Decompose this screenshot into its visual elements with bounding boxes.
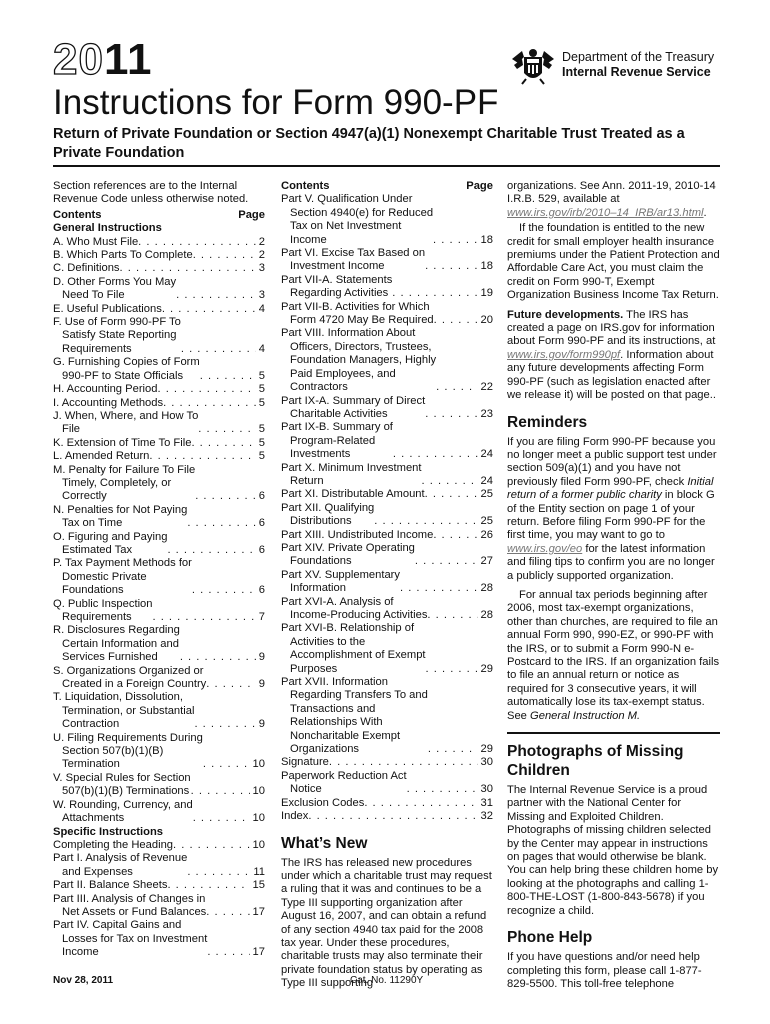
page-label: Page [238,208,265,221]
toc-leader-dots [163,397,256,410]
agency-block [510,45,714,85]
toc-entry-title: P. Tax Payment Methods for Domestic Private Foundations [53,557,192,597]
announcement-paragraph [507,180,720,220]
toc-leader-dots [191,785,250,798]
toc-entry-title: Part VII-B. Activities for Which Form 4720 May Be Required [281,300,434,327]
toc-entry-title: U. Filing Requirements During Section 507(b)(1)(B) Termination [53,731,203,771]
column-2 [281,180,493,993]
toc-entry[interactable] [281,542,493,569]
toc-entry-title: S. Organizations Organized or Created in a Foreign Country [53,664,207,691]
toc-entry[interactable] [53,919,265,959]
toc-leader-dots [187,517,255,530]
toc-entry-title: E. Useful Publications [53,302,162,315]
text-span: in block G of the Entity section on page 1 of your return. Before filing Form 990-PF for the first time, you may want to go to [507,489,715,542]
toc-entry[interactable] [53,383,265,396]
toc-entry-title: Part IX-B. Summary of Program-Related Investments [281,421,393,461]
column-3 [507,180,720,993]
reminders-heading: Reminders [507,413,588,431]
phone-help-heading: Phone Help [507,929,593,947]
toc-entry[interactable] [53,356,265,383]
toc-entry[interactable] [281,529,493,542]
eo-link[interactable]: www.irs.gov/eo [507,542,583,555]
publication-year [53,35,153,84]
toc-entry[interactable] [281,756,493,769]
toc-leader-dots [187,866,250,879]
toc-leader-dots [422,475,478,488]
toc-entry-page: 6 [258,517,265,530]
toc-leader-dots [120,262,256,275]
toc-header [53,209,265,222]
form990pf-link[interactable]: www.irs.gov/form990pf [507,348,621,361]
toc-entry[interactable] [53,665,265,692]
toc-entry-title: Part XIII. Undistributed Income [281,528,434,541]
toc-entry-title: Part XVII. Information Regarding Transfers To and Transactions and Relationships With Noncharitable Exempt Organizations [281,676,428,756]
text-span: The IRS has created a page on IRS.gov for information about Form 990-PF and its instructions, at [507,308,716,348]
toc-entry-title: Paperwork Reduction Act Notice [281,769,407,796]
toc-leader-dots [392,287,477,300]
toc-entry[interactable] [281,301,493,328]
toc-entry-title: Part II. Balance Sheets [53,879,168,892]
toc-entry-title: W. Rounding, Currency, and Attachments [53,798,193,825]
toc-leader-dots [180,651,256,664]
document-title: Instructions for Form 990-PF [53,83,499,122]
toc-entry-title: Part X. Minimum Investment Return [281,461,422,487]
toc-entry-title: Part IV. Capital Gains and Losses for Tax on Investment Income [53,919,208,959]
header-rule [53,165,720,167]
toc-entry[interactable] [53,303,265,316]
toc-entry-page: 23 [480,407,493,420]
toc-entry[interactable] [281,274,493,301]
health-credit-paragraph: If the foundation is entitled to the new credit for small employer health insurance premiums under the Patient Protection and Affordable Care Act, you must claim the credit on Form 990-T, Exempt Organization Business Income Tax Return. [507,222,720,302]
reminder-paragraph-2 [507,589,720,723]
toc-leader-dots [194,718,255,731]
toc-entry-title: M. Penalty for Failure To File Timely, Completely, or Correctly [53,463,196,503]
toc-leader-dots [425,260,477,273]
toc-entry-title: V. Special Rules for Section 507(b)(1)(B) Terminations [53,771,191,798]
toc-entry-title: H. Accounting Period [53,383,158,396]
toc-leader-dots [138,236,256,249]
toc-entry[interactable] [53,799,265,826]
toc-entry[interactable] [53,732,265,772]
toc-entry[interactable] [281,488,493,501]
toc-entry-title: Index [281,810,309,823]
toc-leader-dots [428,743,478,756]
general-instruction-m-ref: General Instruction M. [530,709,641,722]
toc-entry-title: A. Who Must File [53,235,139,248]
toc-leader-dots [374,515,477,528]
toc-entry[interactable] [281,327,493,394]
toc-entry[interactable] [53,852,265,879]
whats-new-heading: What’s New [281,834,368,852]
toc-entry[interactable] [53,879,265,892]
toc-entry-title: N. Penalties for Not Paying Tax on Time [53,503,188,530]
toc-entry-title: I. Accounting Methods [53,396,164,409]
parts-toc-list [281,193,493,823]
toc-entry-title: T. Liquidation, Dissolution, Termination, or Substantial Contraction [53,691,195,731]
toc-entry-page: 25 [480,488,493,501]
column-1 [53,180,265,960]
toc-entry-page: 4 [258,302,265,315]
toc-entry-page: 28 [480,582,493,595]
toc-entry[interactable] [281,770,493,797]
toc-leader-dots [425,408,477,421]
toc-entry-page: 9 [258,718,265,731]
toc-leader-dots [181,343,256,356]
toc-entry-title: J. When, Where, and How To File [53,409,199,436]
toc-leader-dots [193,249,256,262]
toc-entry-title: C. Definitions [53,262,120,275]
toc-entry[interactable] [53,262,265,275]
toc-entry[interactable] [281,395,493,422]
toc-leader-dots [203,758,250,771]
toc-entry-title: G. Furnishing Copies of Form 990-PF to State Officials [53,356,200,382]
toc-entry-page: 2 [258,249,265,262]
toc-entry-title: Q. Public Inspection Requirements [53,597,153,623]
toc-leader-dots [167,879,249,892]
toc-entry-page: 2 [258,235,265,248]
toc-leader-dots [407,783,478,796]
toc-leader-dots [329,756,478,769]
toc-entry-page: 5 [258,436,265,449]
toc-entry[interactable] [281,502,493,529]
toc-entry-page: 17 [252,946,265,959]
toc-entry[interactable] [281,569,493,596]
toc-entry-page: 18 [480,260,493,273]
toc-entry-page: 15 [252,879,265,892]
toc-leader-dots [308,810,477,823]
toc-leader-dots [149,450,255,463]
toc-entry-page: 3 [258,289,265,302]
toc-entry[interactable] [53,598,265,625]
toc-leader-dots [415,555,478,568]
toc-entry-title: Completing the Heading [53,838,174,851]
future-developments-paragraph [507,309,720,403]
toc-entry[interactable] [281,247,493,274]
general-instructions-heading: General Instructions [53,222,162,235]
initial-return-italic: Initial return of a former public charity [507,475,714,502]
toc-leader-dots [206,678,255,691]
toc-entry-title: L. Amended Return [53,450,150,463]
toc-entry-title: Part VI. Excise Tax Based on Investment Income [281,247,426,273]
toc-entry-page: 10 [252,758,265,771]
toc-entry-page: 27 [480,555,493,568]
text-span: . Information about any future developments affecting Form 990-PF (such as legislation enacted after we release it) will be posted on that page.. [507,348,716,402]
toc-entry-title: F. Use of Form 990-PF To Satisfy State Reporting Requirements [53,316,181,355]
toc-entry[interactable] [53,772,265,799]
toc-entry-page: 5 [258,369,265,382]
toc-entry[interactable] [53,504,265,531]
toc-leader-dots [436,381,477,394]
phone-help-text: If you have questions and/or need help completing this form, please call 1-877-829-5500. This toll-free telephone [507,951,702,990]
toc-leader-dots [400,582,478,595]
toc-leader-dots [191,437,255,450]
toc-entry[interactable] [53,531,265,558]
toc-leader-dots [153,611,256,624]
toc-entry-title: R. Disclosures Regarding Certain Information and Services Furnished [53,624,180,664]
toc-entry-page: 26 [480,528,493,541]
document-subtitle: Return of Private Foundation or Section 4947(a)(1) Nonexempt Charitable Trust Treated as a Private Foundation [53,126,685,161]
toc-entry[interactable] [53,437,265,450]
toc-leader-dots [426,663,478,676]
toc-entry-page: 25 [480,515,493,528]
toc-entry-page: 11 [253,865,265,878]
toc-entry-page: 20 [480,314,493,327]
toc-leader-dots [427,609,477,622]
toc-entry-title: K. Extension of Time To File [53,436,192,449]
toc-entry-title: Part XIV. Private Operating Foundations [281,541,415,568]
toc-entry-page: 4 [258,342,265,355]
toc-header [281,180,493,193]
toc-entry-title: D. Other Forms You May Need To File [53,275,177,302]
toc-entry-title: Part VIII. Information About Officers, Directors, Trustees, Foundation Managers, Highly Paid Employees, and Contractors [281,327,437,394]
contents-label: Contents [53,208,102,221]
toc-leader-dots [176,289,256,302]
toc-entry-page: 22 [480,381,493,394]
toc-entry-page: 5 [258,396,265,409]
toc-entry-page: 31 [480,796,493,809]
toc-entry-page: 32 [480,810,493,823]
toc-entry-page: 9 [258,651,265,664]
toc-entry[interactable] [281,622,493,676]
contents-label: Contents [281,180,330,192]
toc-entry-page: 24 [480,474,493,487]
toc-entry-title: Signature [281,756,329,769]
toc-leader-dots [195,490,256,503]
toc-leader-dots [173,839,250,852]
irs-eagle-seal-icon [510,45,556,85]
irb-link[interactable]: www.irs.gov/irb/2010–14_IRB/ar13.html [507,206,704,219]
toc-entry-title: Part XII. Qualifying Distributions [281,501,375,528]
toc-entry-title: Part IX-A. Summary of Direct Charitable Activities [281,394,426,420]
toc-entry[interactable] [53,557,265,597]
toc-entry[interactable] [281,797,493,810]
toc-entry[interactable] [53,691,265,731]
toc-entry[interactable] [53,249,265,262]
toc-entry[interactable] [53,839,265,852]
toc-leader-dots [157,383,255,396]
toc-leader-dots [206,906,249,919]
toc-entry[interactable] [281,596,493,623]
toc-leader-dots [162,303,256,316]
toc-leader-dots [167,544,255,557]
toc-entry-page: 17 [252,905,265,918]
toc-entry[interactable] [281,421,493,461]
toc-entry-page: 10 [252,785,265,798]
toc-entry-page: 10 [252,812,265,825]
toc-entry-title: Exclusion Codes [281,796,365,809]
toc-entry-page: 29 [480,662,493,675]
agency-department: Department of the Treasury [562,50,715,64]
toc-leader-dots [393,448,478,461]
text-span: organizations. See Ann. 2011-19, 2010-14 I.R.B. 529, available at [507,180,716,206]
toc-entry-title: Part XVI-A. Analysis of Income-Producing Activities [281,595,428,621]
general-toc-list [53,236,265,826]
toc-entry[interactable] [53,450,265,463]
specific-instructions-heading: Specific Instructions [53,825,164,838]
toc-entry-page: 7 [258,611,265,623]
toc-entry-page: 30 [480,756,493,769]
whats-new-text: The IRS has released new procedures under which a charitable trust may request a ruling that it was and continues to be a Type III supporting organization after August 16, 2007, and can obtain a refund of any section 4940 tax paid for the 2008 tax year. Under these procedures, charitable trusts may also terminate their private foundation status by operating as Type III supporting [281,856,492,990]
toc-entry-page: 28 [480,609,493,621]
section-reference-note: Section references are to the Internal Revenue Code unless otherwise noted. [53,180,249,206]
toc-entry-title: Part VII-A. Statements Regarding Activities [281,273,393,300]
toc-leader-dots [433,529,477,542]
toc-entry[interactable] [53,464,265,504]
toc-entry-title: Part III. Analysis of Changes in Net Assets or Fund Balances [53,892,207,918]
toc-leader-dots [193,812,250,825]
toc-entry-page: 5 [258,423,265,436]
missing-children-text: The Internal Revenue Service is a proud partner with the National Center for Missing and Exploited Children. Photographs of missing children selected by the Center may appear in instructions on pages that would otherwise be blank. You can help bring these children home by looking at the photographs and calling 1-800-THE-LOST (1-800-843-5678) if you recognize a child. [507,784,719,917]
toc-entry-title: Part V. Qualification Under Section 4940(e) for Reduced Tax on Net Investment Income [281,193,434,246]
publication-date: Nov 28, 2011 [53,975,114,986]
toc-entry[interactable] [281,193,493,247]
toc-entry[interactable] [53,893,265,920]
toc-leader-dots [198,423,255,436]
toc-entry[interactable] [53,410,265,437]
year-bold-digits: 11 [103,35,153,84]
text-span: for the latest information and filing tips to confirm you are no longer a publicly supported organization. [507,542,715,582]
toc-entry[interactable] [53,276,265,303]
section-rule [507,732,720,734]
toc-leader-dots [434,314,478,327]
year-outline-digits: 20 [53,35,104,84]
toc-entry-page: 24 [480,448,493,461]
text-span: If you are filing Form 990-PF because you no longer meet a public support test under section 509(a)(1) and you have not previously filed Form 990-PF, check [507,435,717,488]
toc-entry-page: 9 [258,678,265,691]
page-label: Page [466,180,493,192]
toc-entry[interactable] [53,236,265,249]
toc-entry-title: Part XVI-B. Relationship of Activities to the Accomplishment of Exempt Purposes [281,622,426,675]
toc-entry-page: 5 [258,450,265,463]
toc-entry-page: 19 [480,287,493,300]
toc-entry-title: B. Which Parts To Complete [53,249,193,262]
toc-leader-dots [425,488,478,501]
specific-toc-list [53,839,265,960]
toc-leader-dots [364,797,477,810]
toc-leader-dots [192,584,256,597]
toc-entry-page: 5 [258,383,265,396]
toc-entry-page: 18 [480,233,493,246]
toc-entry-page: 10 [252,838,265,851]
toc-entry-page: 3 [258,262,265,275]
agency-irs: Internal Revenue Service [562,65,711,79]
toc-entry[interactable] [281,810,493,823]
text-span: For annual tax periods beginning after 2006, most tax-exempt organizations, other than churches, are required to file an annual Form 990, 990-EZ, or 990-PF with the IRS, or to submit a Form 990-N e-Postcard to the IRS. If an organization fails to file an annual return or notice as required for 3 consecutive years, it will automatically lose its tax-exempt status. See [507,588,720,722]
toc-entry-title: Part I. Analysis of Revenue and Expenses [53,852,188,878]
toc-entry[interactable] [53,316,265,356]
toc-entry[interactable] [53,624,265,664]
toc-entry-page: 6 [258,490,265,503]
missing-children-heading: Photographs of Missing Children [507,743,684,780]
reminder-paragraph-1 [507,436,720,583]
toc-entry-page: 29 [480,743,493,756]
future-developments-label: Future developments. [507,308,624,321]
catalog-number: Cat. No. 11290Y [350,975,424,986]
toc-entry[interactable] [281,462,493,489]
toc-entry[interactable] [281,676,493,756]
toc-leader-dots [433,234,478,247]
text-span: . [703,206,707,219]
toc-entry-page: 30 [480,783,493,796]
toc-entry-page: 6 [258,584,265,597]
toc-entry[interactable] [53,397,265,410]
toc-entry-page: 6 [258,543,265,556]
toc-leader-dots [200,370,256,383]
toc-entry-title: O. Figuring and Paying Estimated Tax [53,530,168,556]
toc-entry-title: Part XI. Distributable Amount [281,488,425,501]
toc-entry-title: Part XV. Supplementary Information [281,568,400,595]
toc-leader-dots [207,946,249,959]
